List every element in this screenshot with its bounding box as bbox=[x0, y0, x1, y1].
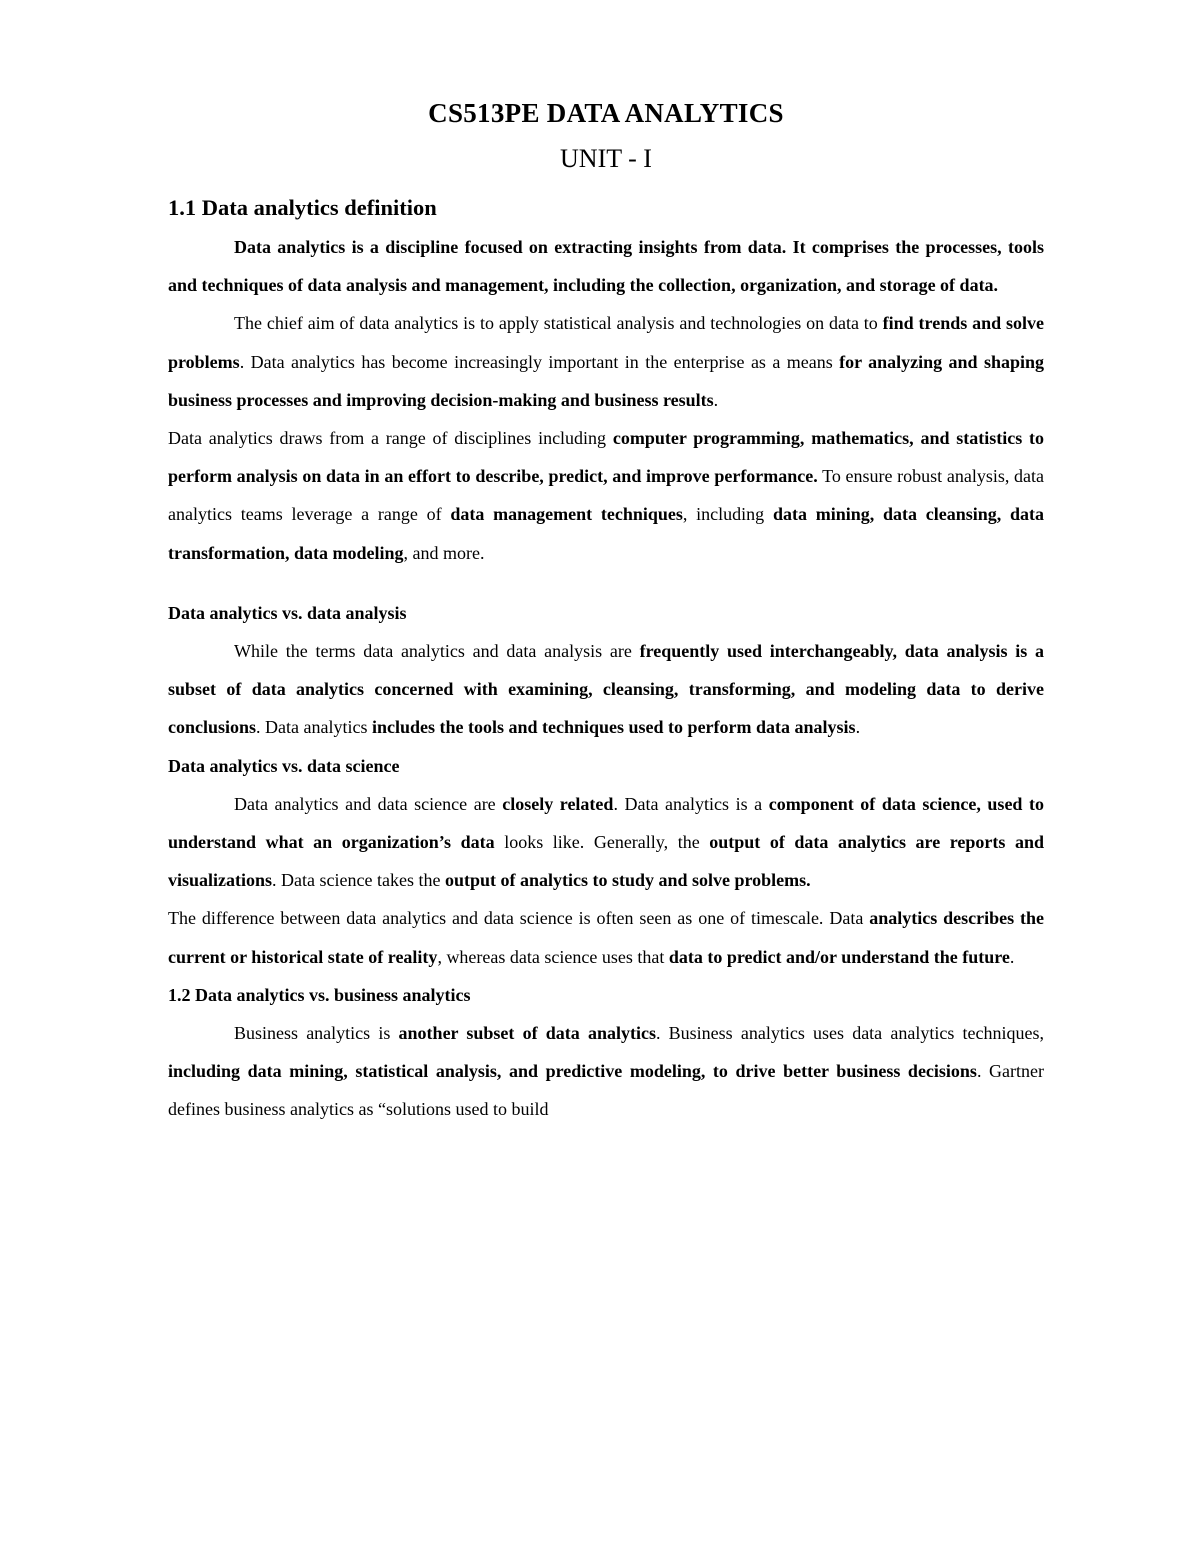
bold-text-run: computer programming, mathematics, and statistics to perform analysis on data in an effort to describe, predict, and improve performance. bbox=[168, 428, 1045, 487]
unit-title: UNIT - I bbox=[560, 144, 652, 173]
section-heading-vs-data-analysis: Data analytics vs. data analysis bbox=[168, 602, 407, 623]
text-run: . bbox=[855, 717, 861, 738]
text-run: . bbox=[713, 389, 719, 410]
bold-text-run: another subset of data analytics bbox=[398, 1023, 656, 1044]
paragraph-disciplines bbox=[168, 419, 1044, 572]
bold-text-run: data to predict and/or understand the future bbox=[668, 946, 1010, 967]
bold-text-run: including data mining, statistical analysis, and predictive modeling, to drive better business decisions bbox=[168, 1061, 977, 1082]
section-heading-1-1: 1.1 Data analytics definition bbox=[168, 195, 437, 220]
text-run: . Data analytics bbox=[256, 717, 372, 738]
section-heading-vs-data-science: Data analytics vs. data science bbox=[168, 755, 400, 776]
text-run: The difference between data analytics and data science is often seen as one of timescale. Data bbox=[168, 908, 870, 929]
text-run: , and more. bbox=[403, 542, 485, 563]
text-run: looks like. Generally, the bbox=[494, 832, 710, 853]
text-run: , whereas data science uses that bbox=[437, 946, 669, 967]
bold-text-run: component of data science, used to understand what an organization’s data bbox=[168, 793, 1044, 853]
text-run: Data analytics draws from a range of disciplines including bbox=[168, 428, 613, 449]
paragraph-timescale bbox=[168, 899, 1044, 975]
bold-text-run: Data analytics is a discipline focused on extracting insights from data. It comprises the processes, tools and techniques of data analysis and management, including the collection, organization, and storage of data. bbox=[168, 237, 1044, 296]
text-run: The chief aim of data analytics is to apply statistical analysis and technologies on data to bbox=[234, 313, 883, 334]
text-run: . Business analytics uses data analytics techniques, bbox=[655, 1023, 1044, 1044]
text-run: Business analytics is bbox=[234, 1023, 399, 1044]
paragraph-definition bbox=[168, 228, 1044, 304]
text-run: To ensure robust analysis, data analytics teams leverage a range of bbox=[168, 466, 1044, 525]
paragraph-vs-science bbox=[168, 785, 1044, 900]
text-run: . Data analytics is a bbox=[613, 793, 769, 814]
bold-text-run: analytics describes the current or historical state of reality bbox=[168, 908, 1044, 967]
paragraph-chief-aim bbox=[168, 304, 1044, 419]
section-heading-1-2: 1.2 Data analytics vs. business analytics bbox=[168, 984, 471, 1005]
paragraph-business-analytics bbox=[168, 1014, 1044, 1129]
bold-text-run: find trends and solve problems bbox=[168, 313, 1044, 372]
document-title: CS513PE DATA ANALYTICS bbox=[428, 98, 784, 128]
text-run: Data analytics and data science are bbox=[234, 793, 503, 814]
paragraph-vs-analysis bbox=[168, 632, 1044, 747]
section-spacer bbox=[168, 572, 1044, 594]
text-run: . Data science takes the bbox=[272, 870, 445, 891]
bold-text-run: includes the tools and techniques used to perform data analysis bbox=[372, 717, 856, 738]
bold-text-run: output of data analytics are reports and visualizations bbox=[168, 832, 1044, 891]
text-run: , including bbox=[682, 504, 773, 525]
document-body bbox=[168, 95, 1044, 1129]
bold-text-run: output of analytics to study and solve problems. bbox=[444, 870, 811, 891]
text-run: While the terms data analytics and data analysis are bbox=[234, 641, 640, 662]
bold-text-run: frequently used interchangeably, data analysis is a subset of data analytics concerned with examining, cleansing, transforming, and modeling data to derive conclusions bbox=[168, 641, 1044, 738]
text-run: . bbox=[1009, 946, 1015, 967]
bold-text-run: data management techniques bbox=[450, 504, 683, 525]
bold-text-run: data mining, data cleansing, data transformation, data modeling bbox=[168, 504, 1044, 563]
bold-text-run: closely related bbox=[502, 793, 614, 814]
bold-text-run: for analyzing and shaping business processes and improving decision-making and business results bbox=[168, 351, 1045, 410]
text-run: . Gartner defines business analytics as “solutions used to build bbox=[168, 1061, 1045, 1120]
text-run: . Data analytics has become increasingly important in the enterprise as a means bbox=[239, 351, 840, 372]
